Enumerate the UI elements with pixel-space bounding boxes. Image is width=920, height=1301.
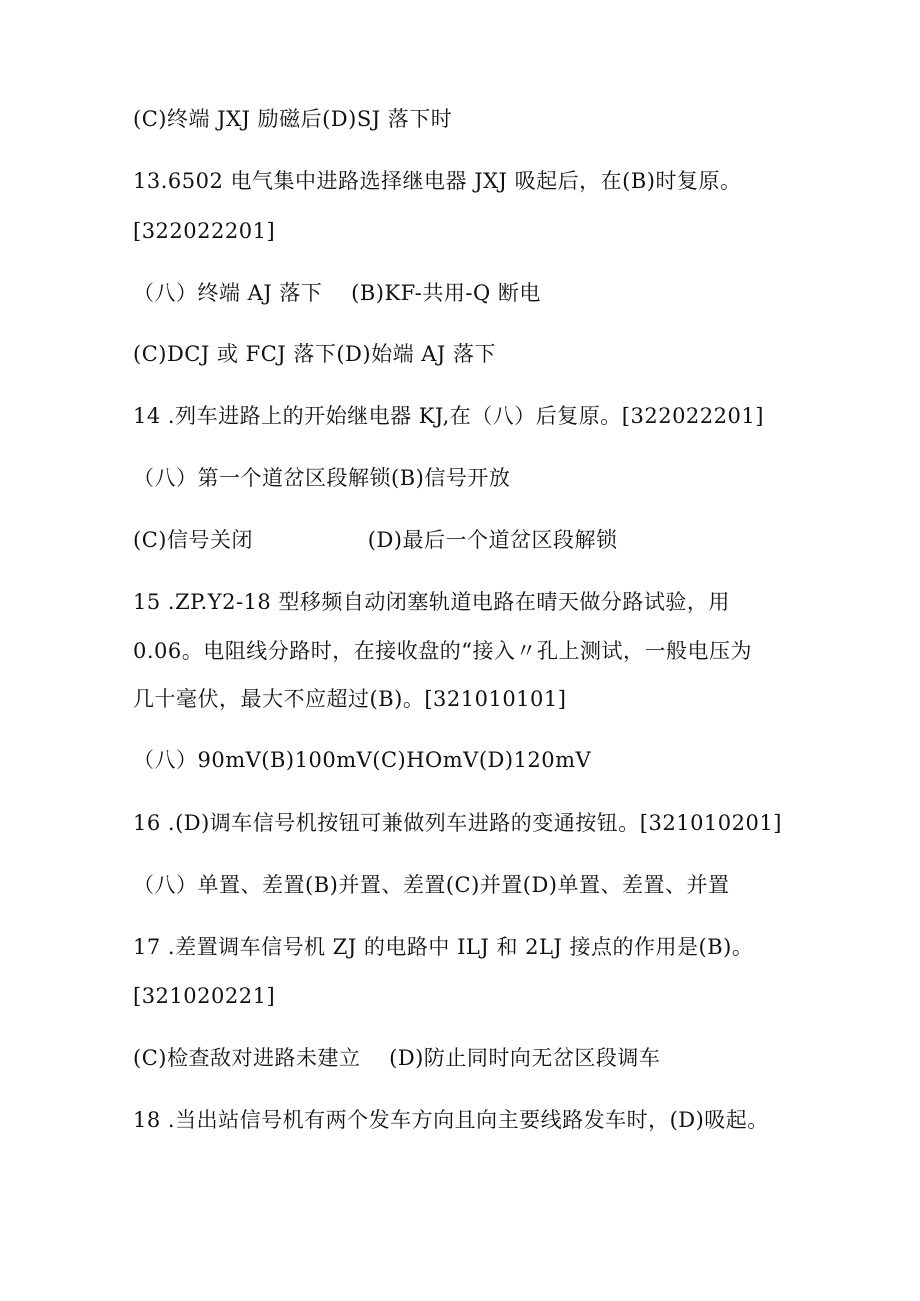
text-line: (C)终端 JXJ 励磁后(D)SJ 落下时 [133, 107, 453, 131]
text-line: 0.06。电阻线分路时，在接收盘的“接入〃孔上测试，一般电压为 [133, 639, 752, 663]
text-line: 几十毫伏，最大不应超过(B)。[321010101] [133, 687, 567, 711]
text-line: 16 .(D)调车信号机按钮可兼做列车进路的变通按钮。[321010201] [133, 811, 782, 835]
text-line: （八）第一个道岔区段解锁(B)信号开放 [133, 466, 511, 490]
text-line: 14 .列车进路上的开始继电器 KJ,在（八）后复原。[322022201] [133, 404, 764, 428]
text-line: (C)DCJ 或 FCJ 落下(D)始端 AJ 落下 [133, 342, 497, 366]
text-line: [321020221] [133, 984, 276, 1008]
text-line: 18 .当出站信号机有两个发车方向且向主要线路发车时，(D)吸起。 [133, 1108, 769, 1132]
text-line: [322022201] [133, 219, 276, 243]
text-line: 15 .ZP.Y2-18 型移频自动闭塞轨道电路在晴天做分路试验，用 [133, 590, 730, 614]
text-line: （八）单置、差置(B)并置、差置(C)并置(D)单置、差置、并置 [133, 873, 730, 897]
text-line: （八）90mV(B)100mV(C)HOmV(D)120mV [133, 748, 592, 772]
text-line: 13.6502 电气集中进路选择继电器 JXJ 吸起后，在(B)时复原。 [133, 169, 742, 193]
text-line: (C)信号关闭 (D)最后一个道岔区段解锁 [133, 528, 618, 552]
text-line: 17 .差置调车信号机 ZJ 的电路中 ILJ 和 2LJ 接点的作用是(B)。 [133, 935, 754, 959]
text-line: (C)检查敌对进路未建立 (D)防止同时向无岔区段调车 [133, 1046, 661, 1070]
text-line: （八）终端 AJ 落下 (B)KF-共用-Q 断电 [133, 281, 541, 305]
